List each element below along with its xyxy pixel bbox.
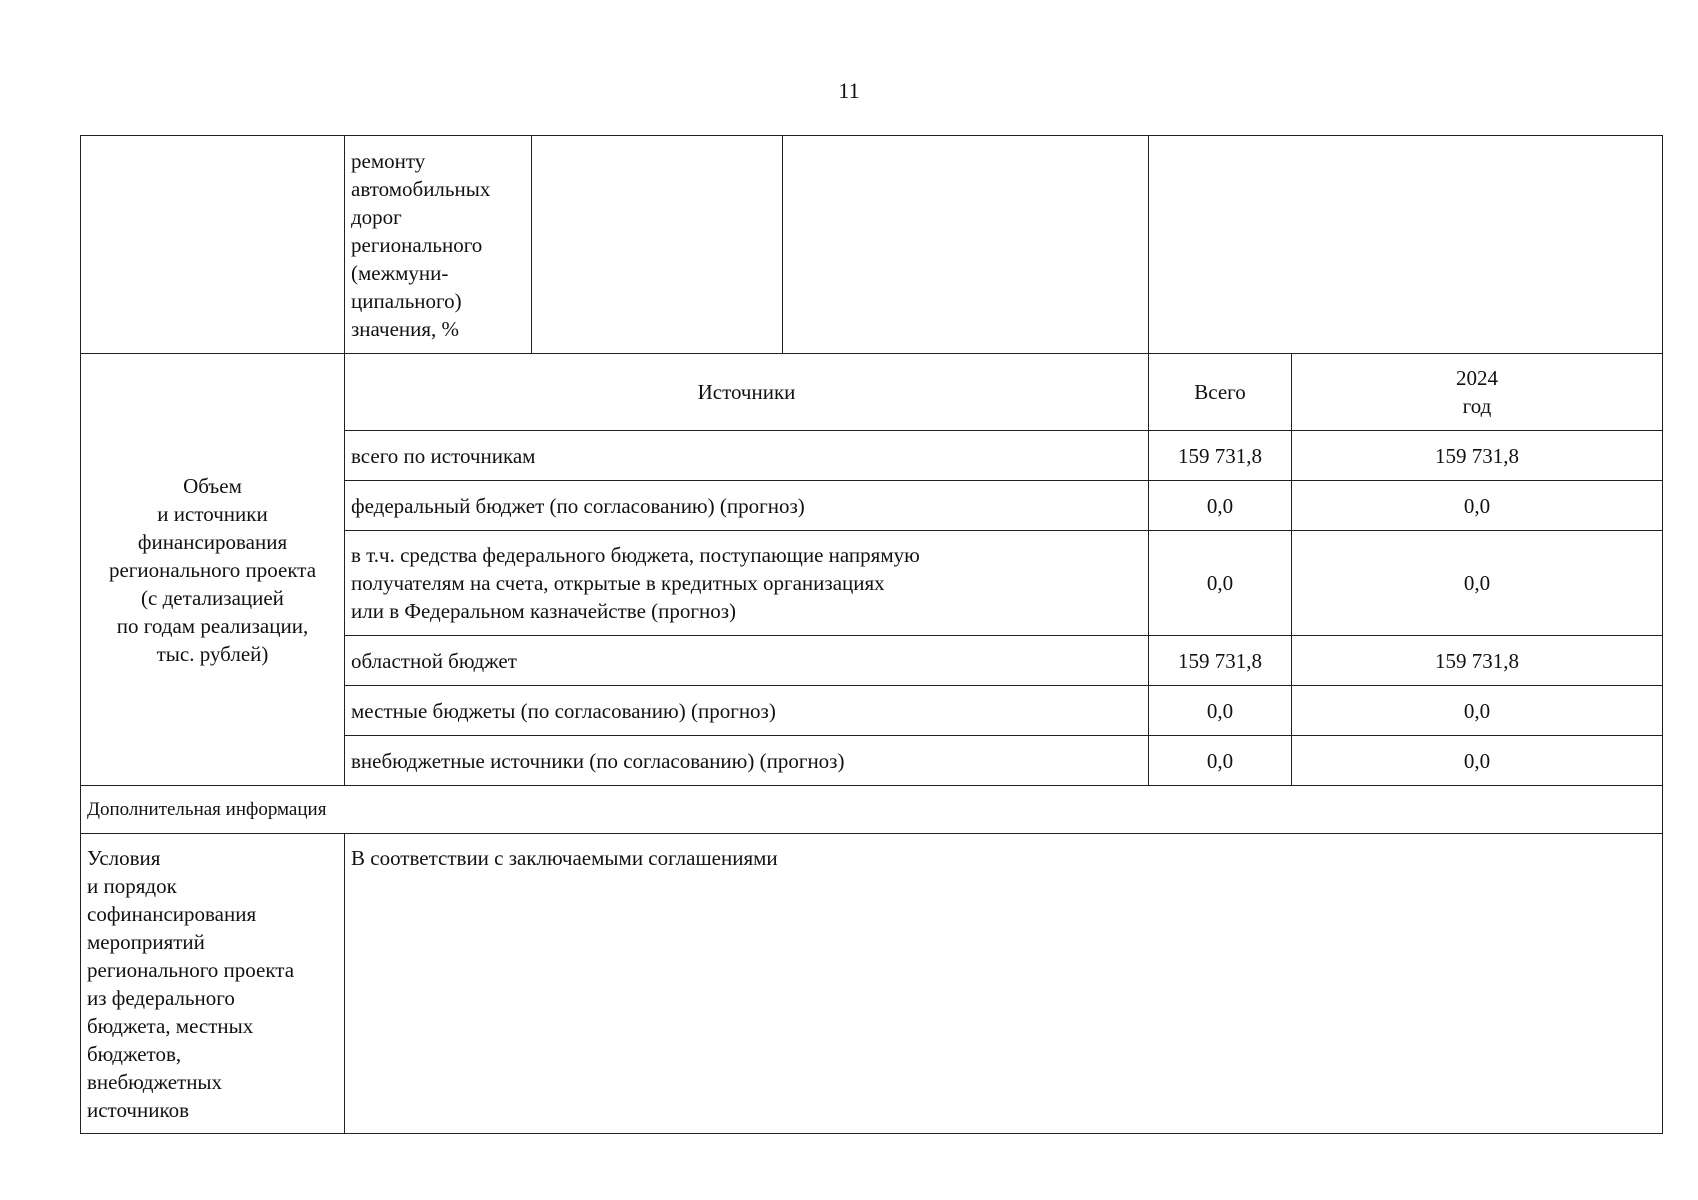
additional-info-row bbox=[81, 786, 1663, 834]
passport-table bbox=[80, 135, 1663, 1134]
empty-label-cell bbox=[81, 136, 345, 354]
source-cell: областной бюджет bbox=[345, 636, 1149, 686]
indicator-continuation-row bbox=[81, 136, 1663, 354]
total-cell: 159 731,8 bbox=[1149, 636, 1292, 686]
total-cell: 0,0 bbox=[1149, 686, 1292, 736]
total-cell: 0,0 bbox=[1149, 531, 1292, 636]
source-cell: всего по источникам bbox=[345, 431, 1149, 481]
cofinancing-row bbox=[81, 834, 1663, 1134]
financing-header-row bbox=[81, 354, 1663, 431]
year-cell: 0,0 bbox=[1292, 531, 1663, 636]
source-cell: местные бюджеты (по согласованию) (прогноз) bbox=[345, 686, 1149, 736]
cofinancing-value-cell: В соответствии с заключаемыми соглашениями bbox=[345, 834, 1663, 1134]
total-cell: 159 731,8 bbox=[1149, 431, 1292, 481]
additional-info-title: Дополнительная информация bbox=[81, 786, 1663, 834]
cofinancing-label-cell: Условия и порядок софинансирования мероприятий регионального проекта из федерального бюджета, местных бюджетов, внебюджетных источников bbox=[81, 834, 345, 1134]
total-header: Всего bbox=[1149, 354, 1292, 431]
source-cell: внебюджетные источники (по согласованию) (прогноз) bbox=[345, 736, 1149, 786]
sources-header: Источники bbox=[345, 354, 1149, 431]
source-cell: в т.ч. средства федерального бюджета, поступающие напрямую получателям на счета, открытые в кредитных организациях или в Федеральном казначействе (прогноз) bbox=[345, 531, 1149, 636]
source-cell: федеральный бюджет (по согласованию) (прогноз) bbox=[345, 481, 1149, 531]
year-cell: 0,0 bbox=[1292, 686, 1663, 736]
financing-label-cell: Объем и источники финансирования регионального проекта (с детализацией по годам реализации, тыс. рублей) bbox=[81, 354, 345, 786]
year-cell: 0,0 bbox=[1292, 481, 1663, 531]
year-cell: 159 731,8 bbox=[1292, 431, 1663, 481]
total-cell: 0,0 bbox=[1149, 736, 1292, 786]
indicator-text-cell: ремонту автомобильных дорог регионального (межмуни- ципального) значения, % bbox=[345, 136, 532, 354]
total-cell: 0,0 bbox=[1149, 481, 1292, 531]
empty-value-cell-3 bbox=[1149, 136, 1663, 354]
year-cell: 0,0 bbox=[1292, 736, 1663, 786]
page-number: 11 bbox=[838, 78, 860, 103]
empty-value-cell-1 bbox=[532, 136, 783, 354]
empty-value-cell-2 bbox=[783, 136, 1149, 354]
year-cell: 159 731,8 bbox=[1292, 636, 1663, 686]
year-header: 2024 год bbox=[1292, 354, 1663, 431]
